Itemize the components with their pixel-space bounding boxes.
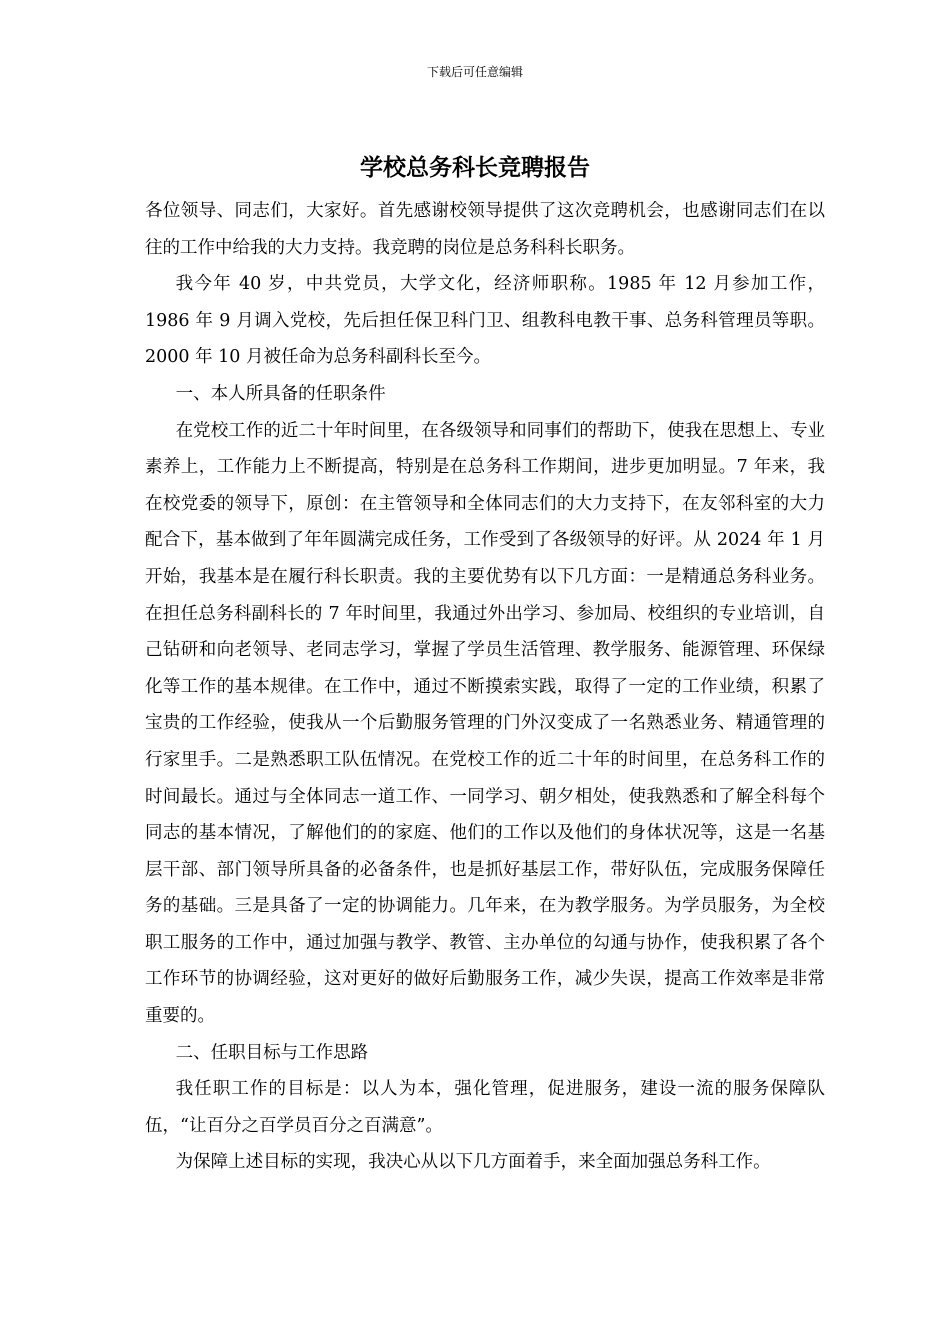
document-body [145, 193, 825, 1181]
paragraph-qualifications: 在党校工作的近二十年时间里，在各级领导和同事们的帮助下，使我在思想上、专业素养上，工作能力上不断提高，特别是在总务科工作期间，进步更加明显。7 年来，我在校党委的领导下，原创：在主管领导和全体同志们的大力支持下，在友邻科室的大力配合下，基本做到了年年圆满完成任务，工作受到了各级领导的好评。从 2024 年 1 月开始，我基本是在履行科长职责。我的主要优势有以下几方面：一是精通总务科业务。在担任总务科副科长的 7 年时间里，我通过外出学习、参加局、校组织的专业培训，自己钻研和向老领导、老同志学习，掌握了学员生活管理、教学服务、能源管理、环保绿化等工作的基本规律。在工作中，通过不断摸索实践，取得了一定的工作业绩，积累了宝贵的工作经验，使我从一个后勤服务管理的门外汉变成了一名熟悉业务、精通管理的行家里手。二是熟悉职工队伍情况。在党校工作的近二十年的时间里，在总务科工作的时间最长。通过与全体同志一道工作、一同学习、朝夕相处，使我熟悉和了解全科每个同志的基本情况，了解他们的的家庭、他们的工作以及他们的身体状况等，这是一名基层干部、部门领导所具备的必备条件，也是抓好基层工作，带好队伍，完成服务保障任务的基础。三是具备了一定的协调能力。几年来，在为教学服务。为学员服务，为全校职工服务的工作中，通过加强与教学、教管、主办单位的勾通与协作，使我积累了各个工作环节的协调经验，这对更好的做好后勤服务工作，减少失误，提高工作效率是非常重要的。 [145, 420, 825, 1027]
paragraph-background: 我今年 40 岁，中共党员，大学文化，经济师职称。1985 年 12 月参加工作，1986 年 9 月调入党校，先后担任保卫科门卫、组教科电教干事、总务科管理员等职。2000 年 10 月被任命为总务科副科长至今。 [145, 274, 825, 368]
section-heading-qualifications: 一、本人所具备的任职条件 [175, 383, 386, 404]
paragraph-measures-intro: 为保障上述目标的实现，我决心从以下几方面着手，来全面加强总务科工作。 [175, 1152, 771, 1173]
document-title: 学校总务科长竞聘报告 [360, 154, 590, 181]
header-note: 下载后可任意编辑 [426, 65, 523, 79]
paragraph-goals: 我任职工作的目标是：以人为本，强化管理，促进服务，建设一流的服务保障队伍，“让百分之百学员百分之百满意”。 [145, 1079, 825, 1136]
section-heading-goals: 二、任职目标与工作思路 [175, 1042, 369, 1063]
paragraph-greeting: 各位领导、同志们，大家好。首先感谢校领导提供了这次竞聘机会，也感谢同志们在以往的工作中给我的大力支持。我竞聘的岗位是总务科科长职务。 [145, 201, 825, 258]
